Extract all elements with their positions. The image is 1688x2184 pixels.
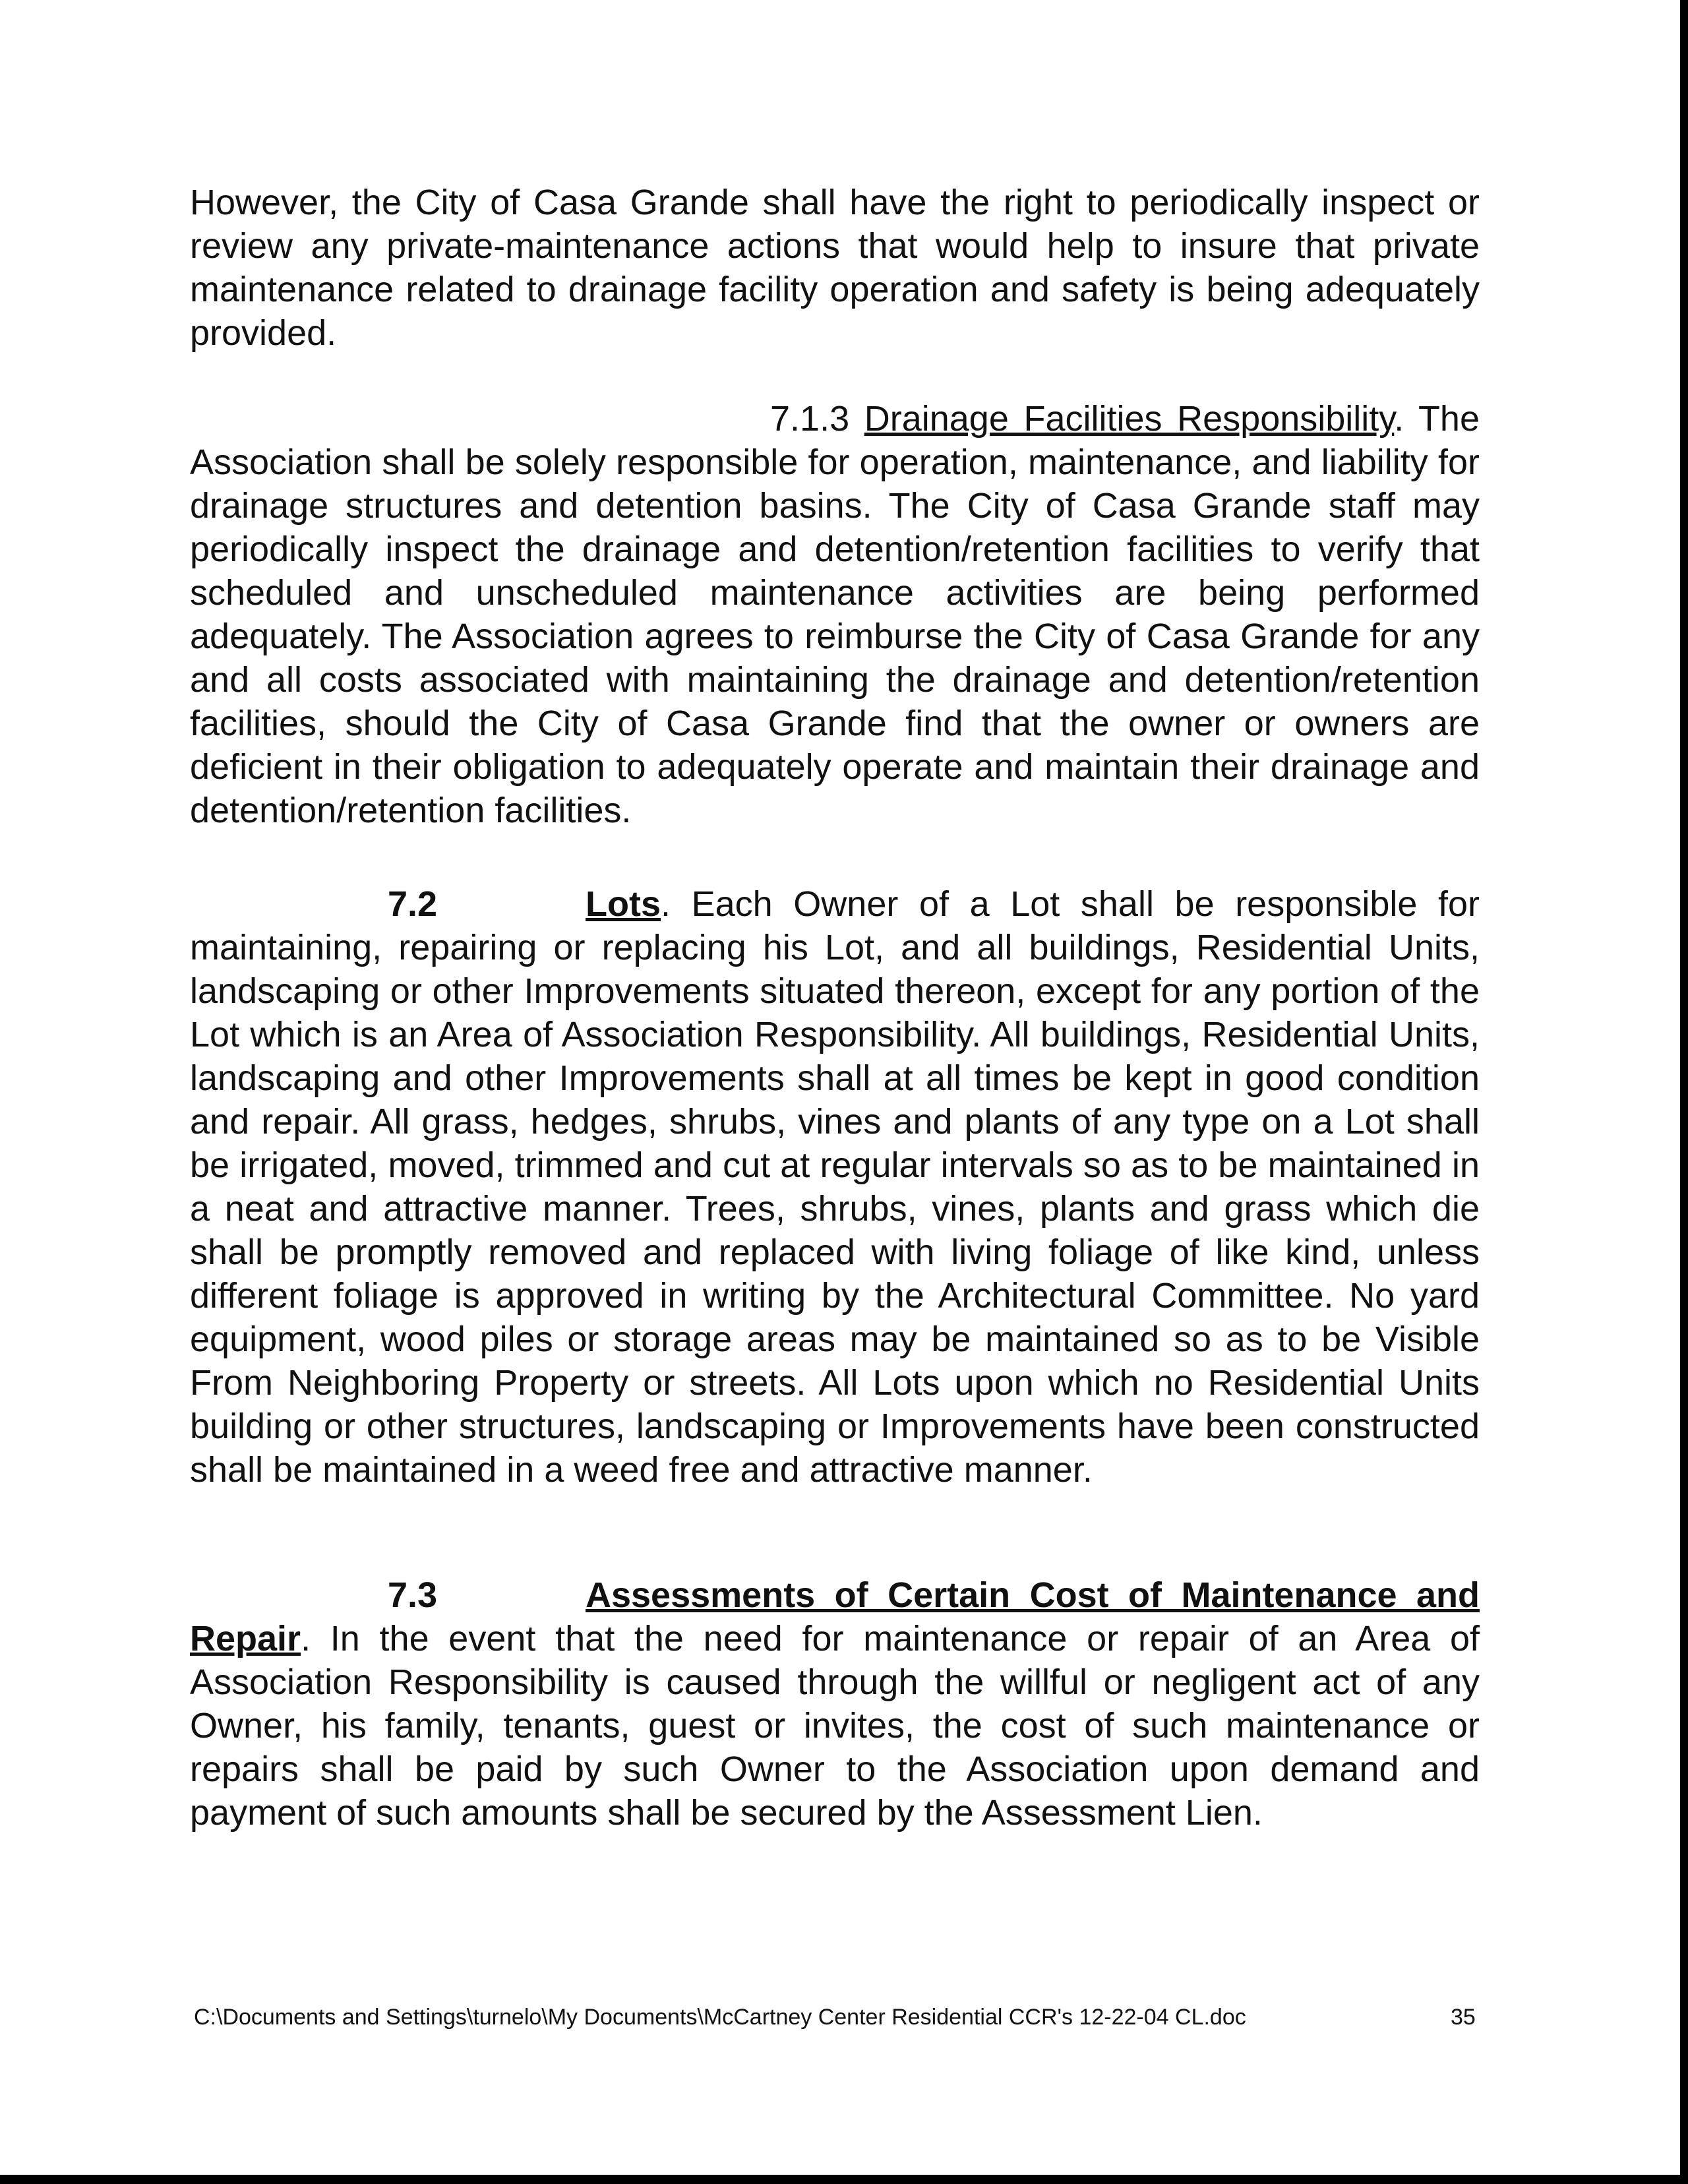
section-7-3 (190, 1573, 1480, 1835)
scan-border-right (1680, 0, 1688, 2176)
section-body: . Each Owner of a Lot shall be responsible for maintaining, repairing or replacing his Lot, and all buildings, Residential Units, landscaping or other Improvements situated thereon, except for any portion of the Lot which is an Area of Association Responsibility. All buildings, Residential Units, landscaping and other Improvements shall at all times be kept in good condition and repair. All grass, hedges, shrubs, vines and plants of any type on a Lot shall be irrigated, moved, trimmed and cut at regular intervals so as to be maintained in a neat and attractive manner. Trees, shrubs, vines, plants and grass which die shall be promptly removed and replaced with living foliage of like kind, unless different foliage is approved in writing by the Architectural Committee. No yard equipment, wood piles or storage areas may be maintained so as to be Visible From Neighboring Property or streets. All Lots upon which no Residential Units building or other structures, landscaping or Improvements have been constructed shall be maintained in a weed free and attractive manner. (190, 884, 1480, 1490)
section-number: 7.2 (388, 884, 438, 924)
footer-file-path: C:\Documents and Settings\turnelo\My Documents\McCartney Center Residential CCR's 12-22-04 CL.doc (194, 2005, 1246, 2030)
section-7-1-3 (190, 397, 1480, 832)
section-body: . The Association shall be solely responsible for operation, maintenance, and liability for drainage structures and detention basins. The City of Casa Grande staff may periodically inspect the drainage and detention/retention facilities to verify that scheduled and unscheduled maintenance activities are being performed adequately. The Association agrees to reimburse the City of Casa Grande for any and all costs associated with maintaining the drainage and detention/retention facilities, should the City of Casa Grande find that the owner or owners are deficient in their obligation to adequately operate and maintain their drainage and detention/retention facilities. (190, 399, 1480, 830)
paragraph-drainage-inspection (190, 181, 1480, 355)
page-number: 35 (1451, 2005, 1476, 2030)
paragraph-text: However, the City of Casa Grande shall have the right to periodically inspect or review any private-maintenance actions that would help to insure that private maintenance related to drainage facility operation and safety is being adequately provided. (190, 183, 1480, 353)
section-body: . In the event that the need for maintenance or repair of an Area of Association Responsibility is caused through the willful or negligent act of any Owner, his family, tenants, guest or invites, the cost of such maintenance or repairs shall be paid by such Owner to the Association upon demand and payment of such amounts shall be secured by the Assessment Lien. (190, 1619, 1480, 1833)
section-heading: Lots (586, 884, 661, 924)
section-7-2 (190, 882, 1480, 1492)
section-number: 7.1.3 (770, 399, 850, 439)
section-number: 7.3 (388, 1575, 438, 1615)
scan-border-bottom (0, 2175, 1688, 2184)
section-heading: Assessments of Certain Cost of Maintenance and Repair (190, 1575, 1480, 1658)
section-heading: Drainage Facilities Responsibility (864, 399, 1395, 439)
